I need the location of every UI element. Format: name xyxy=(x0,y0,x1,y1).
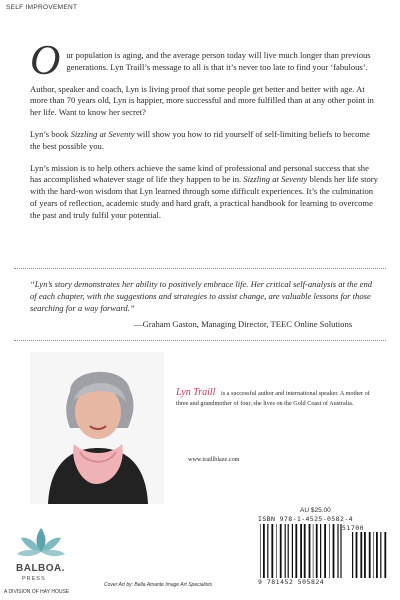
barcode-bar xyxy=(324,524,326,578)
p3-text-b: will show you how to rid yourself of self-limiting beliefs to become the best possible you. xyxy=(30,128,370,151)
barcode-addon-bar xyxy=(364,532,366,578)
author-website: www.traillblaze.com xyxy=(188,456,240,463)
barcode-bar xyxy=(295,524,297,578)
author-bio xyxy=(176,388,382,408)
barcode-addon-bar xyxy=(373,532,374,578)
author-signature: Lyn Traill xyxy=(176,387,216,398)
category-label: SELF IMPROVEMENT xyxy=(6,4,78,11)
barcode-bar xyxy=(320,524,321,578)
top-divider xyxy=(14,268,386,269)
barcode-bar xyxy=(260,524,261,578)
barcode-addon-bar xyxy=(356,532,358,578)
barcode-addon-bar xyxy=(380,532,381,578)
barcode-addon-bar xyxy=(352,532,353,578)
drop-cap: O xyxy=(30,38,61,84)
barcode-bar xyxy=(304,524,306,578)
balboa-lotus-logo-icon xyxy=(6,518,76,596)
barcode-digits: 9 781452 505824 xyxy=(258,578,325,586)
p4-text-b: blends her life story with the hard-won wisdom that Lyn learned through some difficult experiences. It’s the culmination of years of reflection, academic study and hard graft, a practical handbook for learning to overcome the past and truly fulfil your potential. xyxy=(30,174,378,220)
paragraph-3 xyxy=(30,129,382,153)
barcode-bar xyxy=(333,524,335,578)
price-label: AU $25.00 xyxy=(300,507,331,514)
barcode-addon-bar xyxy=(360,532,362,578)
intro-text: ur population is aging, and the average person today will live much longer than previous generations. Lyn Traill’s message to all is that it’s never too late to find your ‘fabulous’. xyxy=(66,50,371,72)
publisher-division: A DIVISION OF HAY HOUSE xyxy=(4,589,70,595)
barcode-addon-number: 51700 xyxy=(342,524,365,532)
barcode-bar xyxy=(285,524,286,578)
barcode-bar xyxy=(313,524,314,578)
barcode-image xyxy=(258,524,388,578)
p4-text-a: Lyn’s mission is to help others achieve the same kind of professional and personal success that she has accomplished whatever stage of life they happen to be in. xyxy=(30,162,369,185)
intro-paragraph xyxy=(30,38,382,84)
barcode-bar xyxy=(329,524,330,578)
barcode-bar xyxy=(300,524,302,578)
publisher-press: PRESS xyxy=(22,576,46,582)
isbn-number: ISBN 978-1-4525-0582-4 xyxy=(258,515,353,523)
barcode-bar xyxy=(316,524,318,578)
testimonial-attribution: —Graham Gaston, Managing Director, TEEC Online Solutions xyxy=(134,319,353,329)
p3-text-a: Lyn’s book xyxy=(30,128,71,139)
bio-text: is a successful author and international speaker. A mother of three and grandmother of four, she lives on the Gold Coast of Australia. xyxy=(176,390,370,407)
bottom-divider xyxy=(14,340,386,341)
barcode-bar xyxy=(288,524,289,578)
paragraph-4 xyxy=(30,163,382,222)
barcode-addon-bar xyxy=(369,532,371,578)
isbn-text xyxy=(258,515,353,523)
p3-book-title: Sizzling at Seventy xyxy=(70,128,135,139)
cover-art-credit: Cover Art by: Bella Amante Image Art Specialists xyxy=(104,582,213,588)
publisher-name: BALBOA. xyxy=(16,563,66,574)
barcode-bar xyxy=(271,524,273,578)
author-photo xyxy=(30,352,164,504)
paragraph-2: Author, speaker and coach, Lyn is living proof that some people get better and better with age. At more than 70 years old, Lyn is happier, more successful and more fulfilled than at any other point in her life. Want to know her secret? xyxy=(30,83,374,118)
barcode-addon-bar xyxy=(384,532,386,578)
barcode-bar xyxy=(337,524,338,578)
barcode-bar xyxy=(309,524,311,578)
barcode-addon-bar xyxy=(376,532,378,578)
barcode-bar xyxy=(263,524,265,578)
testimonial-quote: “Lyn’s story demonstrates her ability to positively embrace life. Her critical self-analysis at the end of each chapter, with the suggestions and strategies to assist change, are valuable lessons for those searching for a way forward.” xyxy=(30,279,373,313)
main-copy xyxy=(30,38,382,232)
barcode-bar xyxy=(340,524,341,578)
author-portrait-image xyxy=(30,352,164,504)
barcode-bar xyxy=(276,524,277,578)
barcode-bar xyxy=(280,524,282,578)
barcode-bar xyxy=(292,524,293,578)
barcode-bar xyxy=(267,524,268,578)
p4-book-title: Sizzling at Seventy xyxy=(243,174,308,185)
